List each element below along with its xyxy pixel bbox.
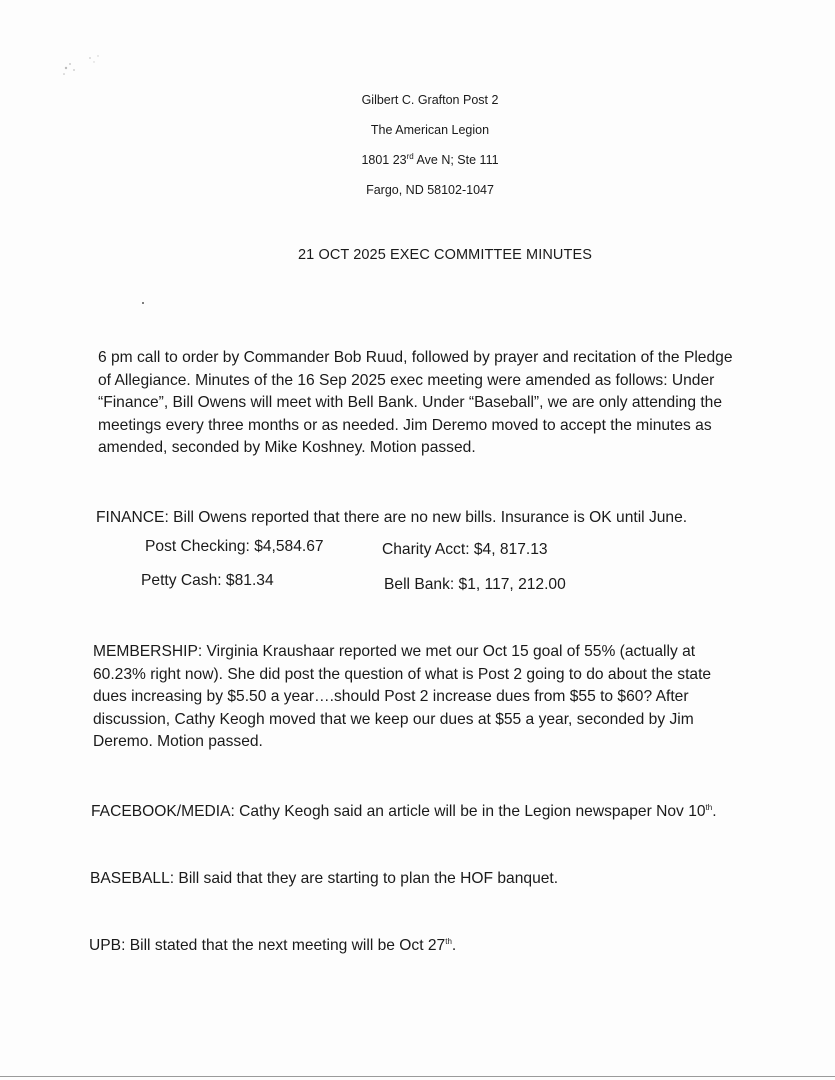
opening-line: amended, seconded by Mike Koshney. Motion passed. (98, 439, 476, 456)
address-number: 1801 23 (361, 153, 407, 167)
address-suffix: rd (406, 151, 414, 161)
membership-paragraph (93, 641, 711, 754)
letterhead-address (300, 153, 560, 167)
facebook-media-text (91, 801, 717, 824)
opening-line: 6 pm call to order by Commander Bob Ruud, followed by prayer and recitation of the Pledge (98, 349, 733, 366)
upb-text (89, 935, 456, 958)
opening-paragraph (98, 347, 733, 460)
membership-line: discussion, Cathy Keogh moved that we keep our dues at $55 a year, seconded by Jim (93, 710, 694, 728)
bell-bank-balance: Bell Bank: $1, 117, 212.00 (384, 576, 566, 593)
upb-end: . (451, 937, 457, 954)
address-rest: Ave N; Ste 111 (413, 153, 499, 167)
letterhead-org-parent: The American Legion (370, 123, 490, 137)
finance-text: FINANCE: Bill Owens reported that there are no new bills. Insurance is OK until June. (96, 509, 688, 526)
membership-line: Deremo. Motion passed. (93, 733, 263, 750)
upb-date-suffix: th (445, 936, 452, 946)
opening-line: “Finance”, Bill Owens will meet with Bell Bank. Under “Baseball”, we are only attending the (98, 394, 723, 411)
baseball-text: BASEBALL: Bill said that they are starting to plan the HOF banquet. (90, 870, 559, 887)
facebook-end: . (712, 803, 717, 820)
page-title: 21 OCT 2025 EXEC COMMITTEE MINUTES (297, 247, 592, 263)
opening-line: meetings every three months or as needed. Jim Deremo moved to accept the minutes as (98, 416, 712, 434)
petty-cash-balance: Petty Cash: $81.34 (141, 572, 274, 589)
letterhead-org-name: Gilbert C. Grafton Post 2 (361, 93, 499, 107)
facebook-date-suffix: th (705, 802, 713, 812)
scan-speck (142, 302, 144, 304)
opening-line: of Allegiance. Minutes of the 16 Sep 2025 exec meeting were amended as follows: Under (98, 371, 715, 389)
scan-edge-line (0, 1076, 835, 1077)
membership-line: dues increasing by $5.50 a year….should Post 2 increase dues from $55 to $60? After (93, 688, 689, 705)
upb-body: UPB: Bill stated that the next meeting will be Oct 27 (89, 937, 446, 954)
letterhead-city-state-zip: Fargo, ND 58102-1047 (366, 183, 494, 197)
post-checking-balance: Post Checking: $4,584.67 (145, 538, 324, 555)
charity-acct-balance: Charity Acct: $4, 817.13 (382, 541, 548, 558)
membership-line: 60.23% right now). She did post the question of what is Post 2 going to do about the state (93, 665, 712, 683)
scan-smudge-icon (60, 52, 106, 78)
facebook-media-body: FACEBOOK/MEDIA: Cathy Keogh said an article will be in the Legion newspaper Nov 10 (91, 803, 706, 820)
membership-line: MEMBERSHIP: Virginia Kraushaar reported we met our Oct 15 goal of 55% (actually at (93, 643, 696, 660)
